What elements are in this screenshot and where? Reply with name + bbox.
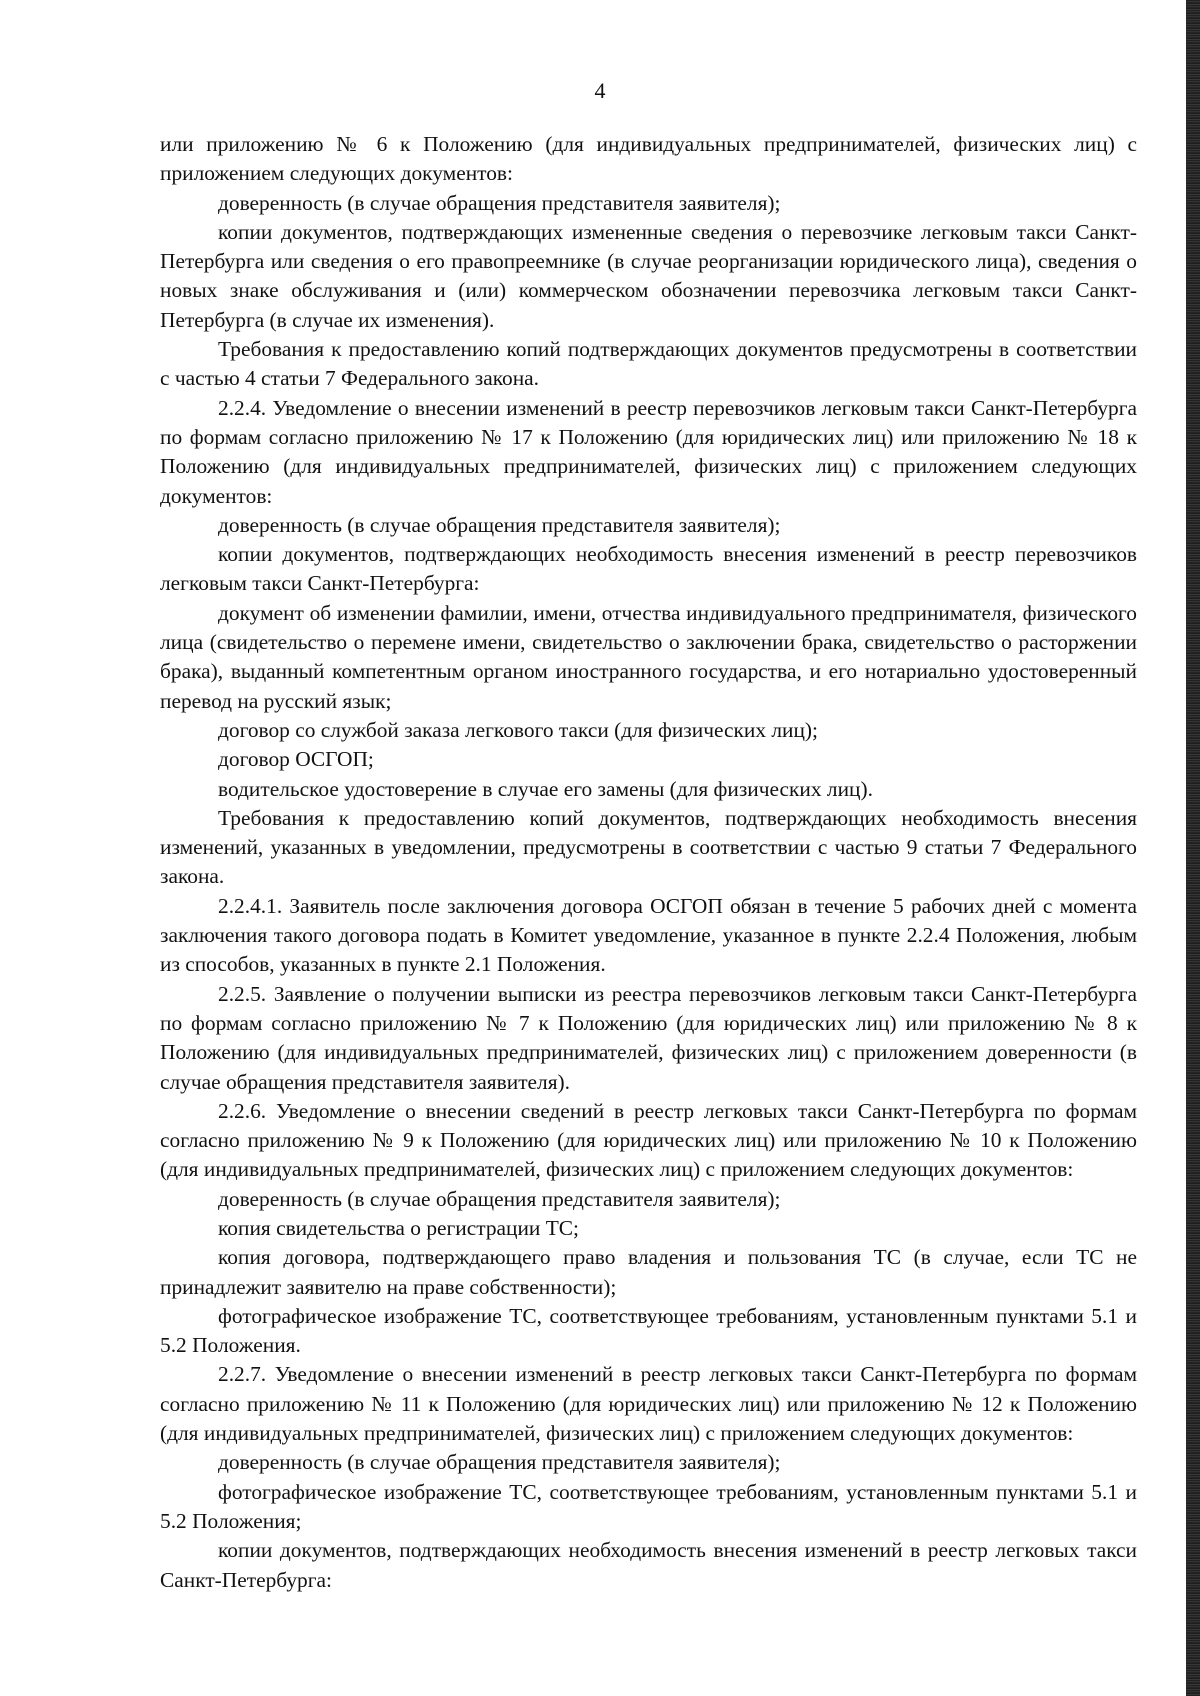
paragraph: фотографическое изображение ТС, соответствующее требованиям, установленным пунктами 5.1 и 5.2 Положения. bbox=[160, 1303, 1137, 1358]
paragraph: 2.2.4.1. Заявитель после заключения договора ОСГОП обязан в течение 5 рабочих дней с момента заключения такого договора подать в Комитет уведомление, указанное в пункте 2.2.4 Положения, любым из способов, указанных в пункте 2.1 Положения. bbox=[160, 893, 1137, 977]
paragraph: доверенность (в случае обращения представителя заявителя); bbox=[218, 512, 781, 537]
paragraph: водительское удостоверение в случае его замены (для физических лиц). bbox=[218, 776, 873, 801]
paragraph: копии документов, подтверждающих необходимость внесения изменений в реестр перевозчиков легковым такси Санкт-Петербурга: bbox=[160, 542, 1137, 596]
paragraph: копия свидетельства о регистрации ТС; bbox=[218, 1215, 579, 1240]
paragraph: копия договора, подтверждающего право владения и пользования ТС (в случае, если ТС не принадлежит заявителю на праве собственности); bbox=[160, 1245, 1137, 1299]
paragraph: фотографическое изображение ТС, соответствующее требованиям, установленным пунктами 5.1 и 5.2 Положения; bbox=[160, 1479, 1137, 1533]
page-number: 4 bbox=[594, 78, 606, 103]
scan-edge bbox=[1186, 0, 1200, 1696]
paragraph: 2.2.4. Уведомление о внесении изменений в реестр перевозчиков легковым такси Санкт-Петербурга по формам согласно приложению № 17 к Положению (для юридических лиц) или приложению № 18 к Положению (для индивидуальных предпринимателей, физических лиц) с приложением следующих документов: bbox=[160, 395, 1137, 508]
paragraph: Требования к предоставлению копий подтверждающих документов предусмотрены в соответствии с частью 4 статьи 7 Федерального закона. bbox=[160, 337, 1137, 391]
paragraph: документ об изменении фамилии, имени, отчества индивидуального предпринимателя, физического лица (свидетельство о перемене имени, свидетельство о заключении брака, свидетельство о расторжении брака), выданный компетентным органом иностранного государства, и его нотариально удостоверенный перевод на русский язык; bbox=[160, 600, 1137, 713]
paragraph: доверенность (в случае обращения представителя заявителя); bbox=[218, 1450, 781, 1475]
paragraph: 2.2.7. Уведомление о внесении изменений в реестр легковых такси Санкт-Петербурга по формам согласно приложению № 11 к Положению (для юридических лиц) или приложению № 12 к Положению (для индивидуальных предпринимателей, физических лиц) с приложением следующих документов: bbox=[160, 1362, 1137, 1446]
paragraph: 2.2.5. Заявление о получении выписки из реестра перевозчиков легковым такси Санкт-Петербурга по формам согласно приложению № 7 к Положению (для юридических лиц) или приложению № 8 к Положению (для индивидуальных предпринимателей, физических лиц) с приложением доверенности (в случае обращения представителя заявителя). bbox=[160, 981, 1137, 1094]
paragraph: договор со службой заказа легкового такси (для физических лиц); bbox=[218, 717, 818, 742]
paragraph: копии документов, подтверждающих измененные сведения о перевозчике легковым такси Санкт-Петербурга или сведения о его правопреемнике (в случае реорганизации юридического лица), сведения о новых знаке обслуживания и (или) коммерческом обозначении перевозчика легковым такси Санкт-Петербурга (в случае их изменения). bbox=[160, 219, 1137, 332]
paragraph: доверенность (в случае обращения представителя заявителя); bbox=[218, 190, 781, 215]
paragraph: или приложению № 6 к Положению (для индивидуальных предпринимателей, физических лиц) с приложением следующих документов: bbox=[160, 132, 1137, 186]
paragraph: 2.2.6. Уведомление о внесении сведений в реестр легковых такси Санкт-Петербурга по формам согласно приложению № 9 к Положению (для юридических лиц) или приложению № 10 к Положению (для индивидуальных предпринимателей, физических лиц) с приложением следующих документов: bbox=[160, 1098, 1137, 1182]
paragraph: доверенность (в случае обращения представителя заявителя); bbox=[218, 1186, 781, 1211]
paragraph: договор ОСГОП; bbox=[218, 747, 374, 772]
paragraph: Требования к предоставлению копий документов, подтверждающих необходимость внесения изменений, указанных в уведомлении, предусмотрены в соответствии с частью 9 статьи 7 Федерального закона. bbox=[160, 805, 1137, 889]
document-body bbox=[160, 130, 1137, 1595]
paragraph: копии документов, подтверждающих необходимость внесения изменений в реестр легковых такси Санкт-Петербурга: bbox=[160, 1538, 1137, 1592]
